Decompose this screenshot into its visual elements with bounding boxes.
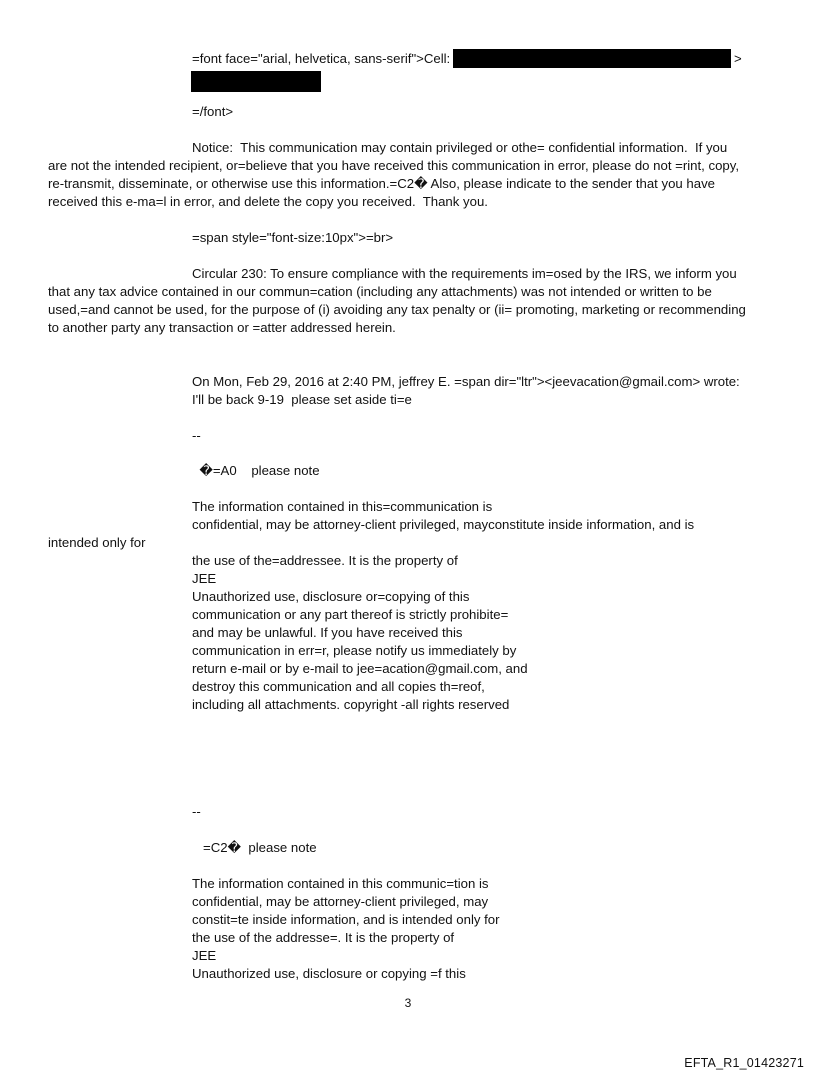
text-line: intended only for: [48, 535, 146, 550]
text-line: Circular 230: To ensure compliance with the requirements im=osed by the IRS, we inform you: [192, 266, 737, 281]
text-line: The information contained in this communic=tion is: [192, 876, 489, 891]
text-line: --: [192, 804, 201, 819]
text-line: are not the intended recipient, or=believe that you have received this communication in error, please do not =rint, copy,: [48, 158, 740, 173]
page-number: 3: [404, 996, 412, 1010]
document-id: EFTA_R1_01423271: [684, 1056, 804, 1070]
text-line: >: [734, 51, 742, 66]
text-line: On Mon, Feb 29, 2016 at 2:40 PM, jeffrey E. =span dir="ltr"><jeevacation@gmail.com> wrote:: [192, 374, 740, 389]
text-line: communication in err=r, please notify us immediately by: [192, 643, 517, 658]
text-line: =span style="font-size:10px">=br>: [192, 230, 394, 245]
text-line: Unauthorized use, disclosure or copying =f this: [192, 966, 466, 981]
text-line: the use of the addresse=. It is the property of: [192, 930, 455, 945]
text-line: and may be unlawful. If you have received this: [192, 625, 463, 640]
text-line: JEE: [192, 571, 217, 586]
text-line: JEE: [192, 948, 217, 963]
text-line: communication or any part thereof is strictly prohibite=: [192, 607, 509, 622]
text-line: received this e-ma=l in error, and delete the copy you received. Thank you.: [48, 194, 488, 209]
text-line: --: [192, 428, 201, 443]
text-line: confidential, may be attorney-client privileged, mayconstitute inside information, and is: [192, 517, 695, 532]
text-line: to another party any transaction or =atter addressed herein.: [48, 320, 396, 335]
text-line: The information contained in this=communication is: [192, 499, 493, 514]
redaction-block: [453, 49, 731, 68]
text-line: confidential, may be attorney-client privileged, may: [192, 894, 489, 909]
text-line: Unauthorized use, disclosure or=copying of this: [192, 589, 470, 604]
text-line: I'll be back 9-19 please set aside ti=e: [192, 392, 412, 407]
text-line: constit=te inside information, and is intended only for: [192, 912, 500, 927]
text-line: return e-mail or by e-mail to jee=acation@gmail.com, and: [192, 661, 528, 676]
text-line: =C2� please note: [192, 840, 317, 855]
text-line: =font face="arial, helvetica, sans-serif">Cell:: [192, 51, 451, 66]
text-line: �=A0 please note: [192, 463, 320, 478]
redaction-block: [191, 71, 321, 92]
text-line: including all attachments. copyright -all rights reserved: [192, 697, 510, 712]
text-line: used,=and cannot be used, for the purpose of (i) avoiding any tax penalty or (ii= promoting, marketing or recommending: [48, 302, 746, 317]
text-line: destroy this communication and all copies th=reof,: [192, 679, 485, 694]
text-line: that any tax advice contained in our commun=cation (including any attachments) was not intended or written to be: [48, 284, 712, 299]
text-line: re-transmit, disseminate, or otherwise use this information.=C2� Also, please indicate to the sender that you have: [48, 176, 716, 191]
text-line: Notice: This communication may contain privileged or othe= confidential information. If you: [192, 140, 728, 155]
text-line: the use of the=addressee. It is the property of: [192, 553, 458, 568]
text-line: =/font>: [192, 104, 234, 119]
